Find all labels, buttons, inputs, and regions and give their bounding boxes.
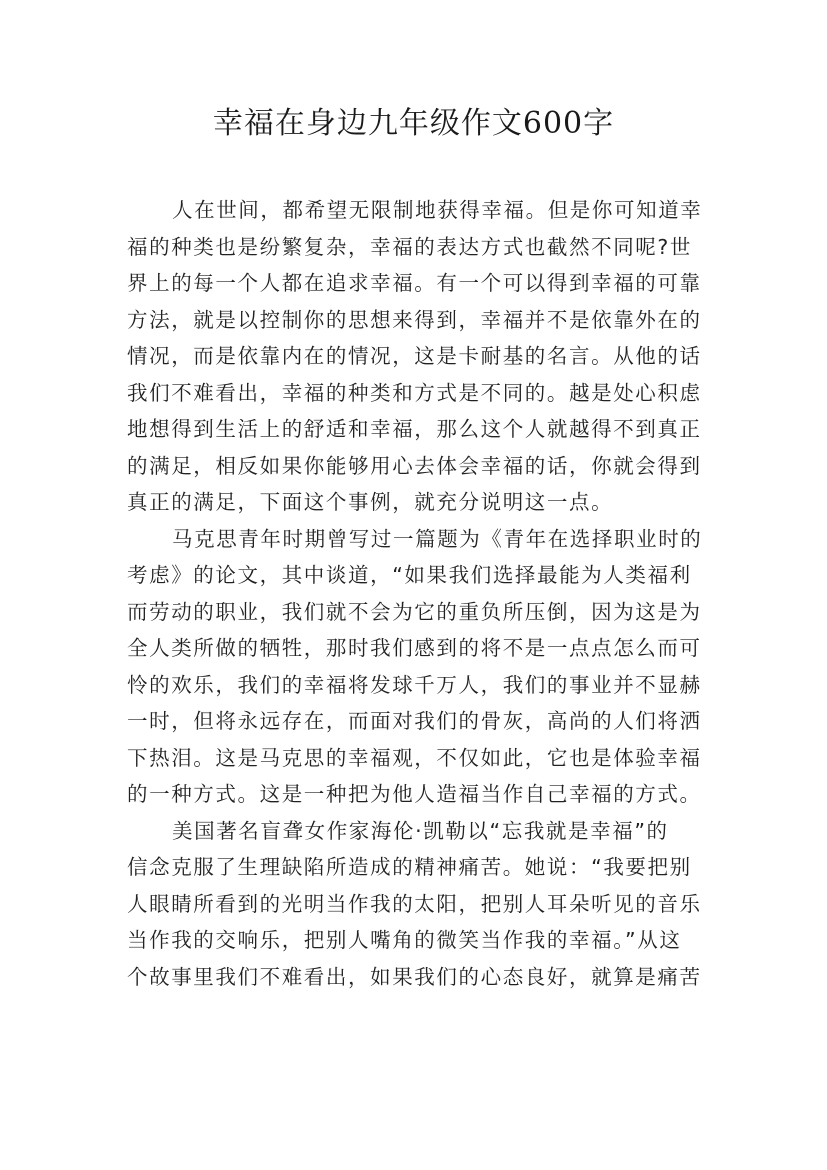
paragraph-3-line: 人眼睛所看到的光明当作我的太阳，把别人耳朵听见的音乐 [127,891,702,916]
paragraph-3-line: 当作我的交响乐，把别人嘴角的微笑当作我的幸福。”从这 [127,928,682,952]
paragraph-1-line: 福的种类也是纷繁复杂，幸福的表达方式也截然不同呢?世 [127,234,692,259]
paragraph-1-line: 地想得到生活上的舒适和幸福，那么这个人就越得不到真正 [127,417,702,441]
paragraph-1-line: 的满足，相反如果你能够用心去体会幸福的话，你就会得到 [127,453,702,478]
paragraph-2-line: 怜的欢乐，我们的幸福将发球千万人，我们的事业并不显赫 [127,672,702,697]
paragraph-2-line: 一时，但将永远存在，而面对我们的骨灰，高尚的人们将洒 [127,709,702,733]
paragraph-1-line: 情况，而是依靠内在的情况，这是卡耐基的名言。从他的话 [127,344,702,368]
paragraph-3-line: 美国著名盲聋女作家海伦·凯勒以“忘我就是幸福”的 [172,818,669,843]
paragraph-2-line: 的一种方式。这是一种把为他人造福当作自己幸福的方式。 [127,782,702,806]
paragraph-1-line: 我们不难看出，幸福的种类和方式是不同的。越是处心积虑 [127,380,702,405]
paragraph-2-line: 考虑》的论文，其中谈道，“如果我们选择最能为人类福利 [127,563,692,587]
paragraph-1-line: 真正的满足，下面这个事例，就充分说明这一点。 [127,490,614,514]
paragraph-3-line: 信念克服了生理缺陷所造成的精神痛苦。她说：“我要把别 [127,855,692,879]
page-title: 幸福在身边九年级作文600字 [212,106,615,141]
paragraph-2-line: 下热泪。这是马克思的幸福观，不仅如此，它也是体验幸福 [127,745,702,770]
paragraph-2-line: 全人类所做的牺牲，那时我们感到的将不是一点点怎么而可 [127,636,702,660]
paragraph-2-line: 马克思青年时期曾写过一篇题为《青年在选择职业时的 [172,526,703,551]
paragraph-1-line: 人在世间，都希望无限制地获得幸福。但是你可知道幸 [172,198,703,222]
paragraph-1-line: 方法，就是以控制你的思想来得到，幸福并不是依靠外在的 [127,307,702,332]
paragraph-2-line: 而劳动的职业，我们就不会为它的重负所压倒，因为这是为 [127,599,702,624]
essay-body [127,192,717,995]
paragraph-1-line: 界上的每一个人都在追求幸福。有一个可以得到幸福的可靠 [127,271,702,295]
paragraph-3-line: 个故事里我们不难看出，如果我们的心态良好，就算是痛苦 [127,964,702,989]
